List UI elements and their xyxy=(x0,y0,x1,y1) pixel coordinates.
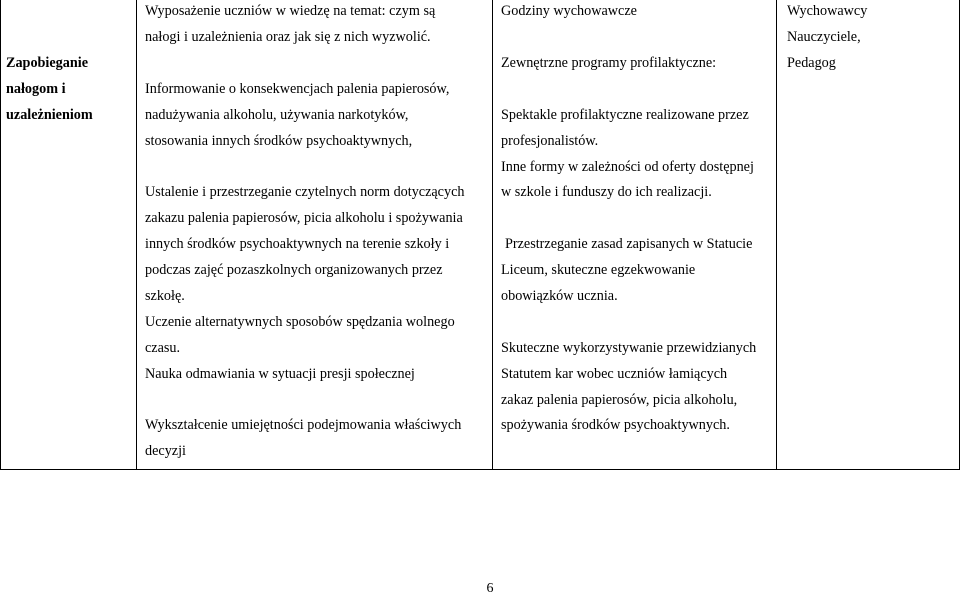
task-line: czasu. xyxy=(145,340,181,356)
form-line: w szkole i funduszy do ich realizacji. xyxy=(501,184,712,200)
form-line: Skuteczne wykorzystywanie przewidzianych xyxy=(501,340,757,356)
form-line: Przestrzeganie zasad zapisanych w Statucie xyxy=(505,236,753,252)
task-line: decyzji xyxy=(145,443,186,459)
responsible-line: Nauczyciele, xyxy=(787,29,861,45)
task-line: Nauka odmawiania w sytuacji presji społecznej xyxy=(145,366,415,382)
form-line: Liceum, skuteczne egzekwowanie xyxy=(501,262,696,278)
form-line: Godziny wychowawcze xyxy=(501,3,637,19)
task-line: Ustalenie i przestrzeganie czytelnych norm dotyczących xyxy=(145,184,465,200)
responsible-line: Wychowawcy xyxy=(787,3,868,19)
row-label-line: Zapobieganie xyxy=(6,55,88,71)
responsible-line: Pedagog xyxy=(787,55,836,71)
task-line: stosowania innych środków psychoaktywnych, xyxy=(145,133,413,149)
form-line: obowiązków ucznia. xyxy=(501,288,618,304)
row-label-line: uzależnieniom xyxy=(6,107,93,123)
row-label-line: nałogom i xyxy=(6,81,66,97)
form-line: Statutem kar wobec uczniów łamiących xyxy=(501,366,728,382)
task-line: podczas zajęć pozaszkolnych organizowanych przez xyxy=(145,262,443,278)
form-line: Spektakle profilaktyczne realizowane przez xyxy=(501,107,749,123)
table-divider-1 xyxy=(136,0,137,469)
form-line: Inne formy w zależności od oferty dostępnej xyxy=(501,159,754,175)
page-number: 6 xyxy=(486,581,494,596)
task-line: Uczenie alternatywnych sposobów spędzania wolnego xyxy=(145,314,455,330)
task-line: innych środków psychoaktywnych na terenie szkoły i xyxy=(145,236,450,252)
task-line: zakazu palenia papierosów, picia alkoholu i spożywania xyxy=(145,210,463,226)
task-line: Wyposażenie uczniów w wiedzę na temat: czym są xyxy=(145,3,436,19)
form-line: spożywania środków psychoaktywnych. xyxy=(501,417,730,433)
table-divider-2 xyxy=(492,0,493,469)
task-line: nałogi i uzależnienia oraz jak się z nich wyzwolić. xyxy=(145,29,431,45)
task-line: szkołę. xyxy=(145,288,185,304)
table-border-left xyxy=(0,0,1,469)
form-line: Zewnętrzne programy profilaktyczne: xyxy=(501,55,717,71)
form-line: zakaz palenia papierosów, picia alkoholu, xyxy=(501,392,738,408)
table-divider-3 xyxy=(776,0,777,469)
task-line: Informowanie o konsekwencjach palenia papierosów, xyxy=(145,81,450,97)
task-line: nadużywania alkoholu, używania narkotyków, xyxy=(145,107,409,123)
task-line: Wykształcenie umiejętności podejmowania właściwych xyxy=(145,417,462,433)
table-border-bottom xyxy=(0,469,960,470)
form-line: profesjonalistów. xyxy=(501,133,599,149)
